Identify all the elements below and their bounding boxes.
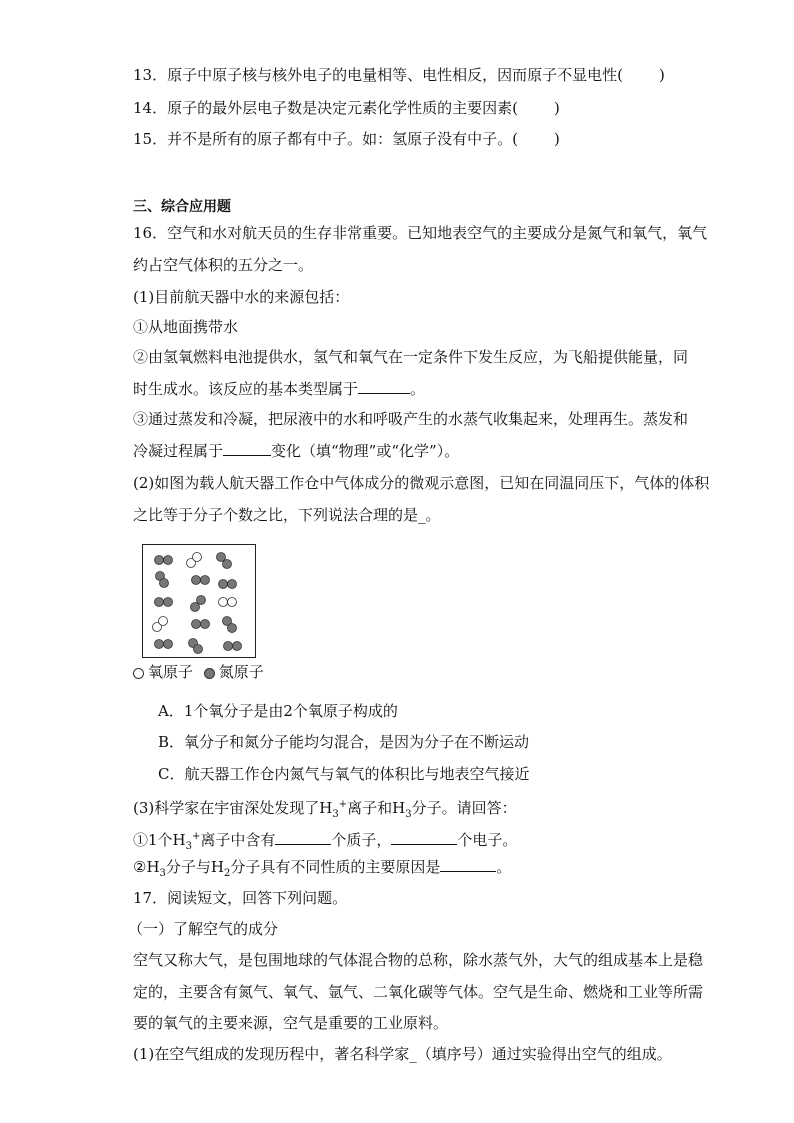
question-15-stem: 15．并不是所有的原子都有中子。如：氢原子没有中子。( [133, 130, 518, 148]
option-a[interactable]: A．1个氧分子是由2个氧原子构成的 [158, 702, 398, 720]
nitrogen-atom [228, 580, 237, 589]
q16-part2-line2: 之比等于分子个数之比，下列说法合理的是_。 [133, 506, 441, 524]
question-14-close: ) [553, 99, 560, 117]
q16-part3-item2 [133, 856, 511, 885]
nitrogen-atom [160, 579, 169, 588]
question-15 [133, 128, 560, 150]
q16-part1-c-line1: ③通过蒸发和冷凝，把尿液中的水和呼吸产生的水蒸气收集起来，处理再生。蒸发和 [133, 410, 689, 428]
q16-part3-item1-c: 个质子， [331, 831, 392, 849]
option-c[interactable]: C．航天器工作仓内氮气与氧气的体积比与地表空气接近 [158, 765, 530, 783]
q16-part3-item2-c: 分子具有不同性质的主要原因是 [230, 858, 441, 876]
nitrogen-atom [219, 580, 228, 589]
reaction-type-blank[interactable] [358, 378, 410, 394]
nitrogen-atom [194, 645, 203, 654]
nitrogen-atom [228, 624, 237, 633]
subscript: 3 [185, 841, 192, 852]
oxygen-atom [228, 598, 237, 607]
electron-count-blank[interactable] [391, 829, 457, 845]
q16-part1-c-end: 变化（填“物理”或“化学”）。 [271, 442, 460, 460]
oxygen-atom [193, 553, 202, 562]
q16-part3-item1-d: 个电子。 [457, 831, 518, 849]
question-13-close: ) [658, 66, 665, 84]
q16-part1-c-line2 [133, 440, 459, 462]
question-14 [133, 97, 560, 119]
subscript: 2 [224, 868, 231, 879]
q16-part1-a: ①从地面携带水 [133, 318, 239, 336]
reason-blank[interactable] [440, 856, 496, 872]
q17-paragraph-line3: 要的氧气的主要来源，空气是重要的工业原料。 [133, 1014, 449, 1032]
nitrogen-atom [155, 640, 164, 649]
nitrogen-legend-label: 氮原子 [218, 663, 264, 681]
nitrogen-atom [201, 620, 210, 629]
nitrogen-atom [155, 598, 164, 607]
q17-part1: (1)在空气组成的发现历程中，著名科学家_（填序号）通过实验得出空气的组成。 [133, 1045, 672, 1063]
q16-part2-line1: (2)如图为载人航天器工作仓中气体成分的微观示意图，已知在同温同压下，气体的体积 [133, 474, 710, 492]
proton-count-blank[interactable] [275, 829, 331, 845]
nitrogen-atom [192, 620, 201, 629]
q16-part3 [133, 794, 517, 826]
q16-part1-b-line2 [133, 378, 425, 400]
superscript: + [338, 799, 348, 810]
q16-part1: (1)目前航天器中水的来源包括： [133, 288, 350, 306]
q16-part3-item2-a: ②H [133, 858, 160, 876]
q16-part3-c: 分子。请回答： [411, 799, 517, 817]
nitrogen-atom [164, 556, 173, 565]
oxygen-legend-icon [133, 668, 144, 679]
q16-part3-item1-b: 离子中含有 [200, 831, 276, 849]
q17-paragraph-line1: 空气又称大气，是包围地球的气体混合物的总称，除水蒸气外，大气的组成基本上是稳 [133, 951, 704, 969]
oxygen-atom [159, 617, 168, 626]
question-15-close: ) [553, 130, 560, 148]
oxygen-atom [219, 598, 228, 607]
nitrogen-atom [197, 596, 206, 605]
change-type-blank[interactable] [223, 440, 271, 456]
q16-part3-item2-d: 。 [496, 858, 512, 876]
molecule-diagram [142, 544, 256, 658]
nitrogen-atom [233, 642, 242, 651]
subscript: 3 [159, 868, 166, 879]
q16-part1-b-text: 时生成水。该反应的基本类型属于 [133, 380, 359, 398]
q17-paragraph-line2: 定的，主要含有氮气、氧气、氩气、二氧化碳等气体。空气是生命、燃烧和工业等所需 [133, 983, 704, 1001]
q16-part3-item1 [133, 826, 517, 858]
nitrogen-atom [201, 576, 210, 585]
q17-subtitle: （一）了解空气的成分 [128, 920, 279, 938]
question-14-stem: 14．原子的最外层电子数是决定元素化学性质的主要因素( [133, 99, 518, 117]
molecule-diagram-svg [143, 545, 254, 656]
nitrogen-atom [223, 560, 232, 569]
q16-part1-b-line1: ②由氢氧燃料电池提供水，氢气和氧气在一定条件下发生反应，为飞船提供能量，同 [133, 348, 689, 366]
nitrogen-atom [164, 640, 173, 649]
nitrogen-atom [224, 642, 233, 651]
subscript: 3 [405, 809, 412, 820]
q16-stem-line1: 16．空气和水对航天员的生存非常重要。已知地表空气的主要成分是氮气和氧气，氧气 [133, 224, 708, 242]
oxygen-legend-label: 氧原子 [148, 663, 194, 681]
subscript: 3 [332, 809, 339, 820]
q16-part3-item1-a: ①1个H [133, 831, 186, 849]
nitrogen-atom [164, 598, 173, 607]
q17-stem: 17．阅读短文，回答下列问题。 [133, 889, 348, 907]
q16-part1-c-text: 冷凝过程属于 [133, 442, 224, 460]
diagram-legend [133, 661, 264, 683]
q16-part3-item2-b: 分子与H [165, 858, 224, 876]
nitrogen-atom [192, 576, 201, 585]
question-13-stem: 13．原子中原子核与核外电子的电量相等、电性相反，因而原子不显电性( [133, 66, 623, 84]
q16-part3-a: (3)科学家在宇宙深处发现了H [133, 799, 333, 817]
q16-part3-b: 离子和H [347, 799, 406, 817]
nitrogen-legend-icon [204, 668, 215, 679]
q16-part1-b-end: 。 [410, 380, 426, 398]
option-b[interactable]: B．氧分子和氮分子能均匀混合，是因为分子在不断运动 [158, 733, 530, 751]
superscript: + [192, 831, 201, 842]
question-13 [133, 64, 665, 86]
section-title: 三、综合应用题 [133, 199, 231, 215]
nitrogen-atom [155, 556, 164, 565]
q16-stem-line2: 约占空气体积的五分之一。 [133, 256, 314, 274]
